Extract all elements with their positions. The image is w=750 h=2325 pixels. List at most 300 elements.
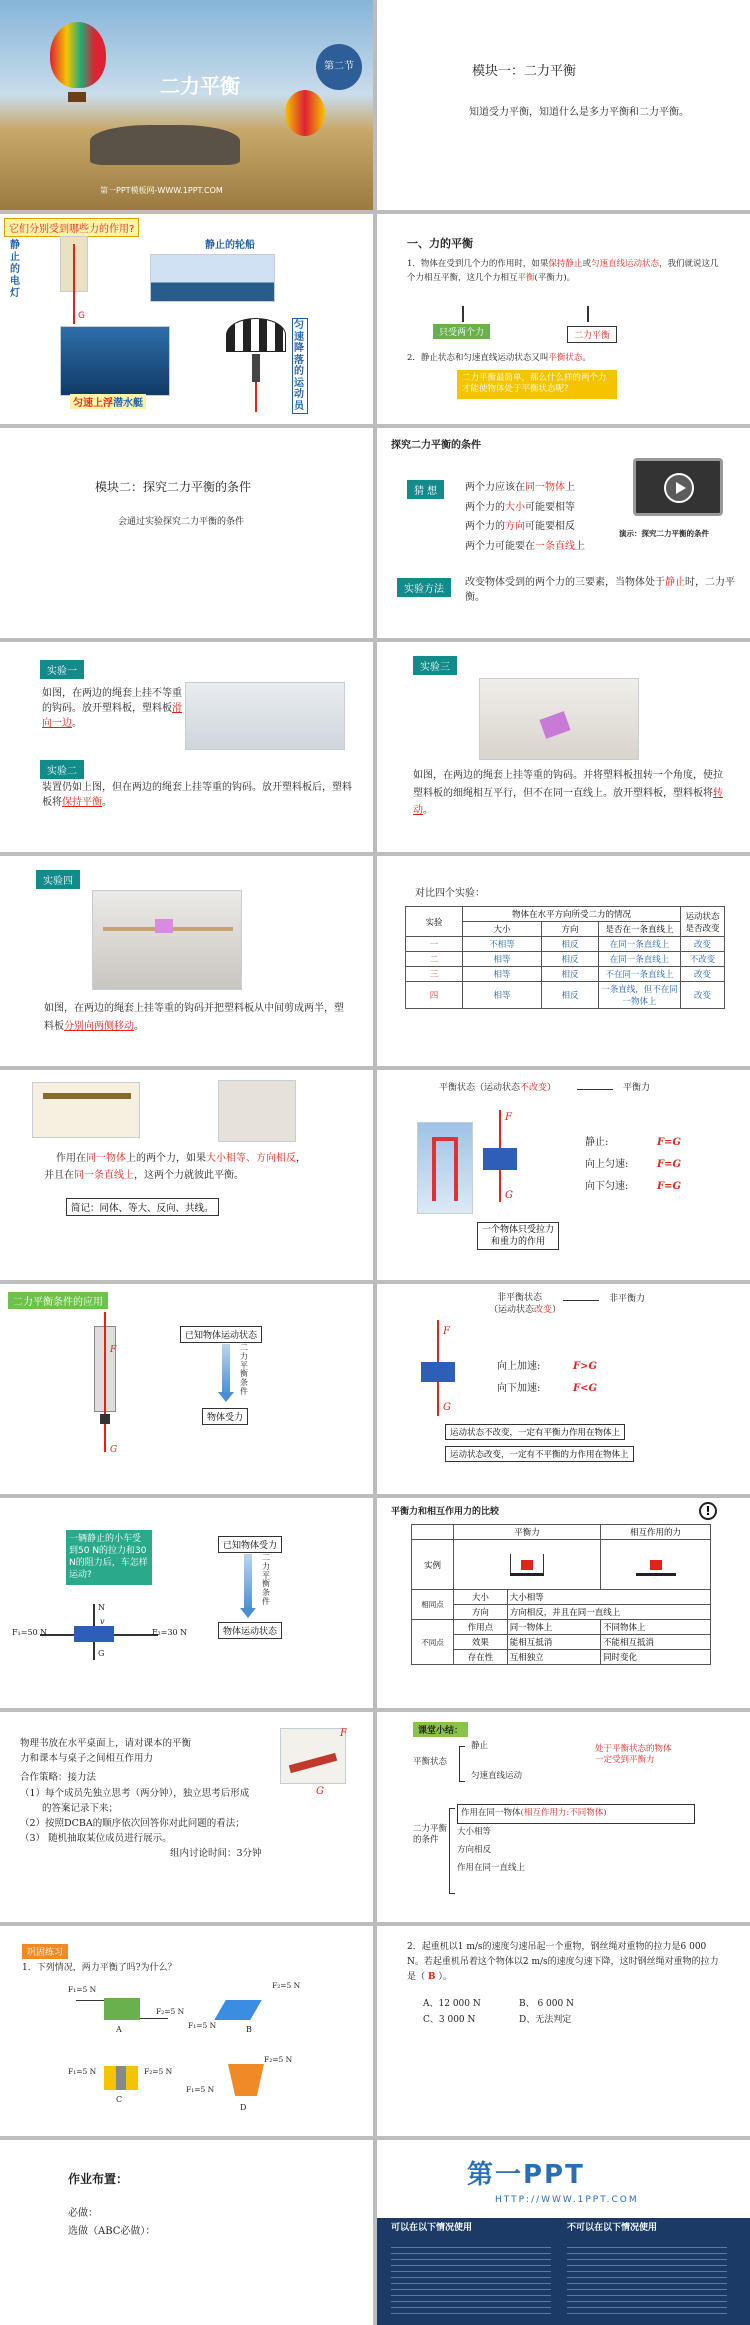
f-label: F₂=5 N [144, 2067, 173, 2076]
cell: 相等 [462, 952, 541, 967]
cart [74, 1626, 114, 1642]
cell: 一 [406, 937, 463, 952]
f-label: F₁=5 N [186, 2085, 215, 2094]
forbidden-heading: 不可以在以下情况使用 [567, 2223, 658, 2233]
option-c: C、3 000 N [423, 2015, 476, 2025]
question-box: 一辆静止的小车受到50 N的拉力和30 N的阻力后，车怎样运动? [66, 1530, 152, 1585]
state-row [585, 1154, 628, 1176]
tb: 转动 [413, 787, 723, 816]
b1r: (相互作用力:不同物体) [520, 1808, 607, 1818]
flow-arrowhead [218, 1392, 234, 1402]
cell: 四 [406, 982, 463, 1009]
submarine-label [70, 394, 146, 409]
slide-compare-forces [377, 1498, 750, 1708]
flow-arrow [244, 1554, 252, 1610]
force-n-line [93, 1604, 95, 1626]
arrow-down [462, 306, 464, 322]
state-text [407, 352, 591, 365]
state-row [585, 1176, 628, 1198]
r3v: F=G [657, 1181, 682, 1192]
slide-discussion [0, 1712, 373, 1922]
cell: 不改变 [681, 952, 725, 967]
g-label: G [110, 1445, 118, 1455]
f-label: F [340, 1728, 347, 1739]
two-forces-box: 只受两个力 [433, 324, 490, 339]
option-label-d: D [240, 2103, 247, 2112]
ar2: 一定受到平衡力 [595, 1755, 655, 1766]
tb: 分别向两侧移动 [64, 1020, 134, 1032]
force-line [76, 2000, 104, 2001]
q1: 2．起重机以1 m/s的速度匀速吊起一个重物，钢丝绳对重物的拉力是6 000 N。若起重机吊着这个物体以2 m/s的速度匀速下降，这时钢丝绳对重物的拉力是（ [407, 1942, 719, 1982]
r1: 向上加速: [497, 1361, 541, 1372]
flow-arrow [222, 1344, 230, 1394]
state-values [573, 1356, 597, 1400]
play-triangle-icon [676, 482, 686, 494]
forbidden-list [567, 2242, 727, 2314]
t1a: 如图，在两边的绳套上挂不等重的钩码。放开塑料板，塑料板 [42, 688, 182, 714]
arrow-down [587, 306, 589, 322]
memo-box: 简记：同体、等大、反向、共线。 [66, 1198, 219, 1216]
cond-line1 [56, 1150, 366, 1168]
f-label: F₁=5 N [188, 2021, 217, 2030]
slide-unbalanced [377, 1284, 750, 1494]
cond-line2 [44, 1168, 364, 1183]
t1b: 滑向一边 [42, 703, 182, 729]
rule-box-2: 运动状态改变，一定有不平衡的力作用在物体上 [445, 1446, 634, 1462]
table-row [406, 967, 725, 982]
l3a: 两个力的 [465, 521, 505, 532]
hypothesis-tag: 猜 想 [407, 480, 444, 499]
definition-text [407, 258, 722, 285]
cell: 一条直线，但不在同一物体上 [599, 982, 681, 1009]
f-label: F₁=5 N [68, 2067, 97, 2076]
m2: 静止 [665, 577, 685, 588]
option-label-b: B [246, 2025, 252, 2034]
g-label: G [316, 1786, 324, 1797]
cell: 能相互抵消 [507, 1635, 600, 1650]
block [421, 1362, 455, 1382]
p1a: 1．物体在受到几个力的作用时，如果 [407, 259, 549, 269]
diff-label: 不同点 [412, 1620, 454, 1665]
option-a: A、12 000 N [423, 1999, 481, 2009]
allowed-heading: 可以在以下情况使用 [391, 2223, 473, 2233]
f-label: F [505, 1112, 512, 1123]
state-list [497, 1356, 540, 1400]
l1b: 同一物体 [525, 482, 565, 493]
p1c: 或 [582, 259, 591, 269]
cell: 不能相互抵消 [601, 1635, 711, 1650]
l4c: 上 [575, 540, 585, 552]
condition-text [56, 1150, 366, 1168]
th-size: 大小 [462, 922, 541, 937]
table-row [412, 1605, 711, 1620]
section-badge: 第二节 [316, 44, 362, 90]
module-heading: 模块二：探究二力平衡的条件 [95, 480, 252, 494]
slide-force-examples [0, 214, 373, 424]
p1d: 匀速直线运动状态 [590, 259, 659, 269]
flow-arrowhead [240, 1608, 256, 1618]
option-b: B、 6 000 N [519, 1999, 574, 2009]
b1: 作用在同一物体 [461, 1808, 521, 1818]
block [483, 1148, 517, 1170]
lamp-label: 静止的电灯 [10, 240, 20, 299]
q2: ）。 [435, 1971, 452, 1982]
parachutist-image [252, 354, 260, 382]
caption-box: 一个物体只受拉力和重力的作用 [477, 1222, 559, 1250]
cell: 相反 [541, 967, 598, 982]
plastic-board [155, 919, 173, 933]
t1c: 。 [72, 718, 82, 729]
method-tag: 实验方法 [397, 578, 451, 597]
slide-balance-state [377, 1070, 750, 1280]
cell: 不同物体上 [601, 1620, 711, 1635]
l1b: 同一物体 [86, 1153, 126, 1164]
r2v: F<G [573, 1383, 598, 1394]
g-label: G [505, 1190, 513, 1201]
cell: 互相独立 [507, 1650, 600, 1665]
state-sub [489, 1304, 561, 1318]
l1a: 两个力应该在 [465, 482, 525, 493]
hypothesis-4 [465, 537, 585, 557]
v-label: v [100, 1617, 105, 1626]
brace [459, 1746, 465, 1782]
footer-panel [377, 2218, 750, 2325]
ppt-logo: 第一PPT [467, 2160, 585, 2190]
hot-air-balloon [50, 22, 106, 88]
hypothesis-list [465, 478, 585, 556]
top2r: 改变 [534, 1305, 553, 1315]
r2: 向上匀速: [585, 1159, 629, 1170]
line: 的答案记录下来； [42, 1802, 119, 1814]
ship-label: 静止的轮船 [205, 240, 255, 251]
option-d: D、无法判定 [519, 2015, 572, 2025]
cell: 相等 [462, 967, 541, 982]
r2v: F=G [657, 1159, 682, 1170]
cell: 不在同一条直线上 [599, 967, 681, 982]
slide-module1 [377, 0, 750, 210]
f-label: F₁=5 N [68, 1985, 97, 1994]
book-image [280, 1728, 346, 1784]
cell: 方向相反，并且在同一直线上 [507, 1605, 710, 1620]
line: （2）按照DCBA的顺序依次回答你对此问题的看法； [20, 1817, 245, 1829]
slide-summary [377, 1712, 750, 1922]
top-r: 不改变 [520, 1083, 548, 1093]
two-force-balance-box: 二力平衡 [567, 326, 617, 343]
t2c: 。 [102, 797, 112, 808]
slide-exp3 [377, 642, 750, 852]
cell: 大小 [454, 1590, 508, 1605]
p2b: 平衡状态 [548, 353, 583, 363]
g-label: G [443, 1402, 451, 1413]
line: 力和课本与桌子之间相互作用力 [20, 1753, 154, 1765]
state-list [585, 1132, 628, 1198]
r2: 向下加速: [497, 1383, 541, 1394]
idea-icon: ! [699, 1502, 717, 1520]
practice-question: 1．下列情况，两力平衡了吗?为什么？ [22, 1963, 177, 1973]
cell: 改变 [681, 937, 725, 952]
table-row [406, 937, 725, 952]
cell: 存在性 [454, 1650, 508, 1665]
p2c: 。 [582, 353, 591, 363]
hot-air-balloon-small [285, 90, 325, 136]
slide-compare [377, 856, 750, 1066]
flow-label: 二力平衡条件 [240, 1343, 248, 1396]
p1g: (平衡力)。 [534, 272, 576, 283]
l1c: 上的两个力，如果 [126, 1153, 206, 1164]
cell: 改变 [681, 982, 725, 1009]
cell: 在同一条直线上 [599, 937, 681, 952]
example-label: 实例 [412, 1540, 454, 1590]
submarine-label-b: 潜水艇 [113, 398, 143, 409]
object-c [104, 2066, 138, 2090]
top2e: ） [552, 1305, 562, 1315]
l2b: 大小 [505, 501, 525, 513]
practice-tag: 巩固练习 [22, 1944, 68, 1959]
l2a: 两个力的 [465, 501, 505, 513]
answer: B [427, 1971, 436, 1982]
apparatus-image [32, 1082, 140, 1138]
section-heading: 一、力的平衡 [407, 237, 473, 250]
uniform-label: 匀速直线运动 [471, 1771, 523, 1781]
th-interaction: 相互作用的力 [601, 1525, 711, 1540]
p1f: 平衡 [517, 272, 535, 283]
slide-exp12 [0, 642, 373, 852]
cover-title: 二力平衡 [160, 74, 240, 98]
condition-row: 作用在同一直线上 [457, 1862, 526, 1873]
cell: 同时变化 [601, 1650, 711, 1665]
compare-table [405, 906, 725, 1009]
ta: 如图，在两边的绳套上挂等重的钩码并把塑料板从中间剪成两半，塑料板 [44, 1003, 344, 1032]
n-label: N [98, 1603, 105, 1612]
crane-frame [432, 1137, 458, 1201]
red-block [650, 1560, 662, 1570]
condition-row: 方向相反 [457, 1844, 492, 1855]
rule-box-1: 运动状态不改变，一定有平衡力作用在物体上 [445, 1424, 625, 1440]
parachute-image [226, 318, 286, 352]
l2b: 同一条直线上 [74, 1170, 134, 1181]
th-cond: 物体在水平方向所受二力的情况 [462, 907, 680, 922]
th-exp: 实验 [406, 907, 463, 937]
object-c-divider [116, 2066, 126, 2090]
cell: 相等 [462, 982, 541, 1009]
exp3-tag: 实验三 [413, 656, 457, 675]
ta: 如图，在两边的绳套上挂等重的钩码。并将塑料板扭转一个角度，使拉塑料板的细绳相互平行，但不在同一直线上。放开塑料板，塑料板将 [413, 770, 723, 799]
exp2-tag: 实验二 [40, 760, 84, 779]
r3: 向下匀速: [585, 1181, 629, 1192]
f2-label: F₂=30 N [152, 1628, 188, 1637]
compare-title: 对比四个实验： [415, 888, 485, 899]
exp2-text [42, 780, 352, 810]
object-b [214, 2000, 262, 2020]
l4b: 一条直线 [535, 540, 575, 552]
balance-diagram [454, 1540, 601, 1590]
submarine-label-a: 匀速上浮 [73, 398, 113, 409]
cell: 作用点 [454, 1620, 508, 1635]
homework-title: 作业布置： [68, 2172, 129, 2186]
l1d: 大小相等、方向相反 [206, 1153, 296, 1164]
balance-state-label: 平衡状态 [413, 1757, 448, 1767]
l2c: ，这两个力就彼此平衡。 [134, 1170, 244, 1181]
line: 组内讨论时间：3分钟 [170, 1848, 262, 1860]
balance-force-label: 平衡力 [623, 1083, 651, 1093]
hypothesis-2 [465, 498, 585, 518]
slide-cover [0, 0, 373, 210]
hypothesis-3 [465, 517, 585, 537]
section-heading: 探究二力平衡的条件 [391, 440, 481, 451]
f1-label: F₁=50 N [12, 1628, 48, 1637]
table-row [412, 1650, 711, 1665]
known-force-box: 已知物体受力 [218, 1536, 282, 1553]
force-arrow [73, 244, 75, 324]
cell: 相反 [541, 982, 598, 1009]
slide-conditions [0, 1070, 373, 1280]
red-block [521, 1560, 533, 1570]
elephants-image [90, 125, 240, 165]
exp4-image [92, 890, 242, 990]
line: 物理书放在水平桌面上，请对课本的平衡 [20, 1738, 192, 1749]
flow-label: 二力平衡条件 [262, 1553, 270, 1606]
th-change: 运动状态是否改变 [681, 907, 725, 937]
l2c: 可能要相等 [525, 501, 575, 513]
top: 平衡状态（运动状态 [439, 1083, 521, 1093]
demo-caption: 演示：探究二力平衡的条件 [619, 529, 709, 538]
slide-ppt-ad [377, 2140, 750, 2325]
compare-forces-table [411, 1524, 711, 1665]
table-row [406, 982, 725, 1009]
condition-row: 大小相等 [457, 1826, 492, 1837]
ship-image [150, 254, 275, 302]
f-label: F [443, 1326, 450, 1337]
unbalanced-force-label: 非平衡力 [609, 1294, 646, 1304]
cell: 三 [406, 967, 463, 982]
f-label: F₂=5 N [156, 2007, 185, 2016]
force-line [104, 1312, 106, 1452]
force-arrow [255, 382, 257, 412]
option-label-a: A [116, 2025, 122, 2034]
allowed-list [391, 2242, 551, 2314]
cell: 方向 [454, 1605, 508, 1620]
submarine-image [60, 326, 170, 396]
slide-hypothesis [377, 428, 750, 638]
weight [100, 1414, 110, 1424]
f-label: F [110, 1345, 117, 1355]
table-row [412, 1635, 711, 1650]
conditions-label: 二力平衡的条件 [413, 1824, 448, 1846]
condition-row [457, 1804, 695, 1824]
l3b: 方向 [505, 521, 525, 532]
top2: （运动状态 [489, 1305, 535, 1315]
r1v: F=G [657, 1137, 682, 1148]
required-label: 必做： [68, 2208, 98, 2219]
tc: 。 [134, 1020, 144, 1032]
book [289, 1753, 337, 1773]
optional-label: 选做（ABC必做）： [68, 2226, 156, 2237]
p2a: 2．静止状态和匀速直线运动状态又叫 [407, 353, 549, 363]
line: （3） 随机抽取某位成员进行展示。 [20, 1833, 172, 1845]
brace [449, 1808, 455, 1894]
slide-exp4 [0, 856, 373, 1066]
exp3-image [479, 678, 639, 760]
l1a: 作用在 [56, 1153, 86, 1164]
top-e: ） [547, 1083, 557, 1093]
method-text [465, 575, 735, 605]
f-label: F₂=5 N [272, 1981, 301, 1990]
table-row [412, 1620, 711, 1635]
exp4-text [44, 1000, 344, 1035]
l2a: 并且在 [44, 1170, 74, 1181]
th-line: 是否在一条直线上 [599, 922, 681, 937]
interaction-diagram [601, 1540, 711, 1590]
cell: 相反 [541, 952, 598, 967]
double-arrow [577, 1089, 613, 1090]
slide-force-balance [377, 214, 750, 424]
cell: 同一物体上 [507, 1620, 600, 1635]
p1b: 保持静止 [548, 259, 583, 269]
video-thumbnail[interactable] [633, 458, 723, 516]
state-heading: 非平衡状态 [497, 1293, 543, 1303]
note-box: 二力平衡最简单，那么什么样的两个力才能使物体处于平衡状态呢? [457, 370, 617, 399]
chute-label: 匀速降落的运动员 [292, 318, 308, 414]
m3: 时，二力平衡。 [465, 577, 735, 603]
force-line [140, 2018, 168, 2019]
cell: 大小相等 [507, 1590, 710, 1605]
ppt-url[interactable]: HTTP://WWW.1PPT.COM [495, 2195, 639, 2205]
cell: 改变 [681, 967, 725, 982]
cell: 二 [406, 952, 463, 967]
option-label-c: C [116, 2095, 123, 2104]
g-label: G [98, 1649, 105, 1658]
cell: 相反 [541, 937, 598, 952]
exp1-image [185, 682, 345, 750]
discussion-text [20, 1736, 262, 1862]
slide-practice [0, 1926, 373, 2136]
exp1-tag: 实验一 [40, 660, 84, 679]
object-d [228, 2064, 264, 2096]
cover-footer: 第一PPT模板网-WWW.1PPT.COM [100, 186, 223, 195]
line: （1）每个成员先独立思考（两分钟），独立思考后形成 [20, 1787, 250, 1799]
exp1-text [42, 686, 182, 731]
known-state-box: 已知物体运动状态 [180, 1326, 262, 1343]
table-row [406, 952, 725, 967]
application-tag: 二力平衡条件的应用 [8, 1292, 108, 1309]
hypothesis-1 [465, 478, 585, 498]
balloon-basket [68, 92, 86, 102]
state-heading [439, 1082, 556, 1096]
state-row [585, 1132, 628, 1154]
r1v: F>G [573, 1361, 598, 1372]
slide-module2 [0, 428, 373, 638]
apparatus-photo [218, 1080, 296, 1142]
r1: 静止: [585, 1137, 609, 1148]
question-label: 它们分别受到哪些力的作用? [4, 218, 139, 237]
line: 合作策略：接力法 [20, 1772, 97, 1784]
th-balance: 平衡力 [454, 1525, 601, 1540]
exp3-text [413, 767, 723, 820]
force-g-line [93, 1642, 95, 1660]
cell: 不相等 [462, 937, 541, 952]
module-heading: 模块一：二力平衡 [472, 64, 577, 79]
t2b: 保持平衡 [62, 797, 102, 808]
summary-tag: 课堂小结： [413, 1722, 468, 1737]
gravity-label: G [78, 311, 85, 321]
table-top [43, 1093, 131, 1099]
p1e: ，我们就说这几个力相互平衡，这几个力相互 [407, 259, 719, 283]
double-arrow [563, 1300, 599, 1301]
table-row [412, 1590, 711, 1605]
motion-state-box: 物体运动状态 [218, 1622, 282, 1639]
f-label: F₂=5 N [264, 2055, 293, 2064]
object-a [104, 1998, 140, 2020]
